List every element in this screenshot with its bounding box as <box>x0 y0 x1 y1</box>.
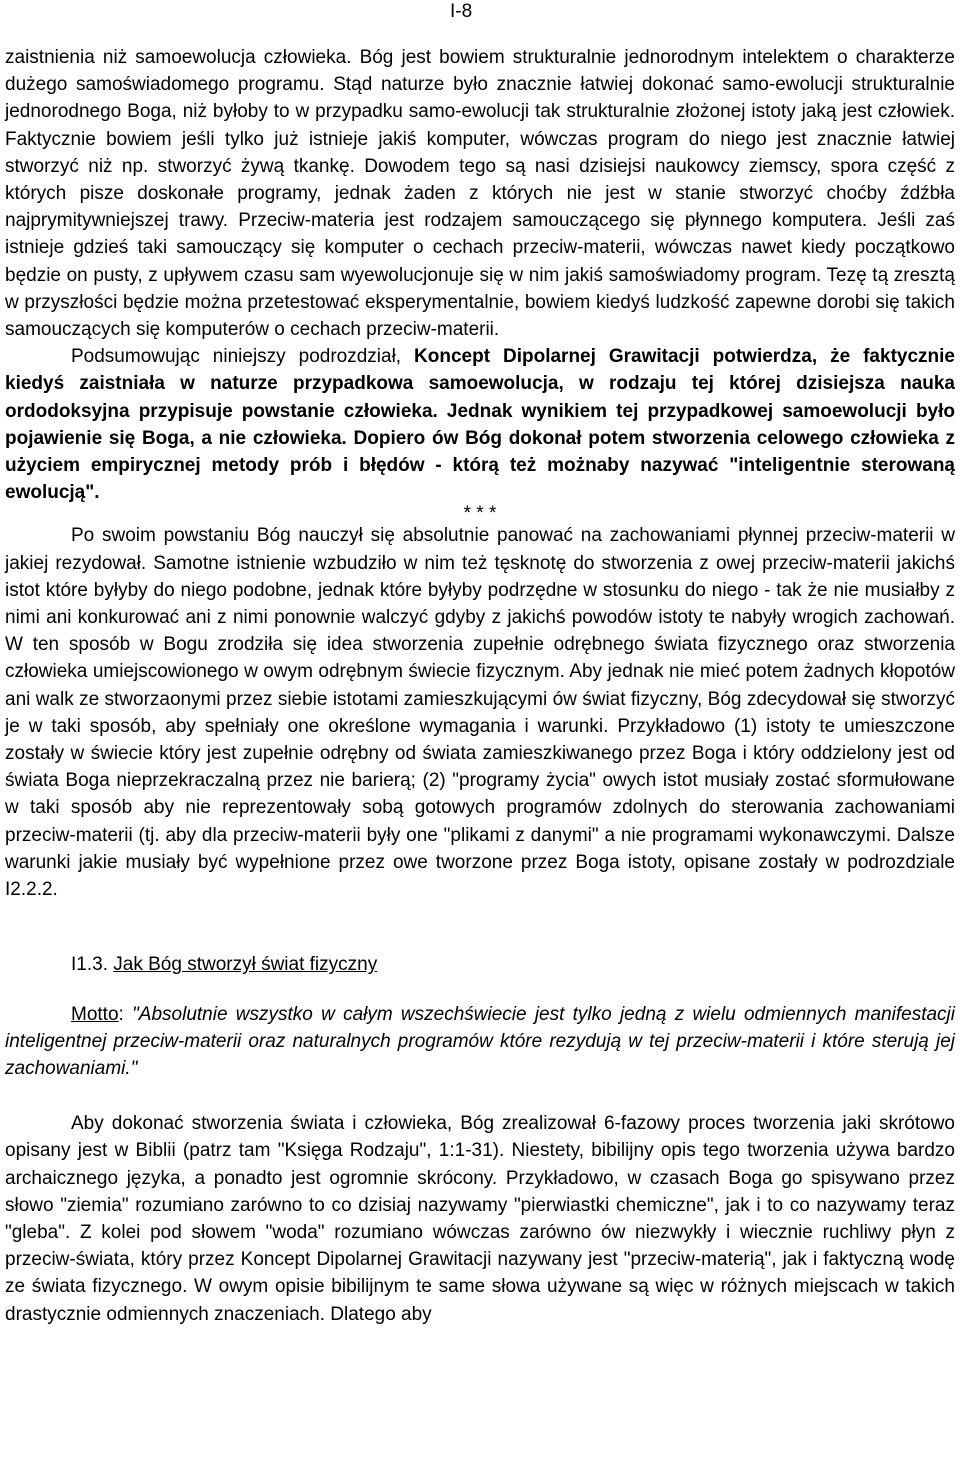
section-number: I1.3. <box>71 954 108 976</box>
motto-quote: "Absolutnie wszystko w całym wszechświecie jest tylko jedną z wielu odmiennych manifestacji inteligentnej przeciw-materii oraz naturalnych programów które rezydują w tej przeciw-materii i które sterują jej zachowaniami." <box>5 1003 955 1079</box>
summary-intro: Podsumowując niniejszy podrozdział, <box>71 346 415 368</box>
motto-paragraph <box>5 1001 955 1083</box>
summary-bold-statement: Koncept Dipolarnej Grawitacji potwierdza, że faktycznie kiedyś zaistniała w naturze przypadkowa samoewolucja, w rodzaju tej której dzisiejsza nauka ordodoksyjna przypisuje powstanie człowieka. Jednak wynikiem tej przypadkowej samoewolucji było pojawienie się Boga, a nie człowieka. Dopiero ów Bóg dokonał potem stworzenia celowego człowieka z użyciem empirycznej metody prób i błędów - którą też możnaby nazywać "inteligentnie sterowaną ewolucją". <box>5 346 955 504</box>
page-number: I-8 <box>450 1 473 22</box>
document-body <box>5 44 955 1328</box>
paragraph-after-creation: Po swoim powstaniu Bóg nauczył się absolutnie panować na zachowaniami płynnej przeciw-materii w jakiej rezydował. Samotne istnienie wzbudziło w nim też tęsknotę do stworzenia z owej przeciw-materii jakichś istot które byłyby do niego podobne, jednak które byłyby podrzędne w stosunku do niego - tak że nie musiałby z nimi ani konkurować ani z nimi ponownie walczyć gdyby z jakichś powodów istoty te nabyły wrogich zachowań. W ten sposób w Bogu zrodziła się idea stworzenia zupełnie odrębnego świata fizycznego oraz stworzenia człowieka umiejscowionego w owym odrębnym świecie fizycznym. Aby jednak nie mieć potem żadnych kłopotów ani walk ze stworzaonymi przez siebie istotami zamieszkującymi ów świat fizyczny, Bóg zdecydował się stworzyć je w taki sposób, aby spełniały one określone wymagania i warunki. Przykładowo (1) istoty te umieszczone zostały w świecie który jest zupełnie odrębny od świata zamieszkiwanego przez Boga i który oddzielony jest od świata Boga nieprzekraczalną przez nie barierą; (2) "programy życia" owych istot musiały zostać sformułowane w taki sposób aby nie reprezentowały sobą gotowych programów zdolnych do sterowania zachowaniami przeciw-materii (tj. aby dla przeciw-materii były one "plikami z danymi" a nie programami wykonawczymi. Dalsze warunki jakie musiały być wypełnione przez owe tworzone przez Boga istoty, opisane zostały w podrozdziale I2.2.2. <box>5 525 955 901</box>
section-heading <box>5 951 955 978</box>
paragraph-summary <box>5 343 955 506</box>
paragraph-creation-process: Aby dokonać stworzenia świata i człowieka, Bóg zrealizował 6-fazowy proces tworzenia jaki skrótowo opisany jest w Biblii (patrz tam "Księga Rodzaju", 1:1-31). Niestety, bibilijny opis tego tworzenia używa bardzo archaicznego języka, a ponadto jest ogromnie skrócony. Przykładowo, w czasach Boga go spisywano przez słowo "ziemia" rozumiano zarówno to co dzisiaj nazywamy "pierwiastki chemiczne", jak i to co nazywamy teraz "gleba". Z kolei pod słowem "woda" rozumiano wówczas zarówno ów niezwykły i wiecznie ruchliwy płyn z przeciw-świata, który przez Koncept Dipolarnej Grawitacji nazywany jest "przeciw-materią", jak i faktyczną wodę ze świata fizycznego. W owym opisie bibilijnym te same słowa używane są więc w różnych miejscach w takich drastycznie odmiennych znaczeniach. Dlatego aby <box>5 1113 955 1325</box>
paragraph-continuation: zaistnienia niż samoewolucja człowieka. Bóg jest bowiem strukturalnie jednorodnym intelektem o charakterze dużego samoświadomego programu. Stąd naturze było znacznie łatwiej dokonać samo-ewolucji strukturalnie jednorodnego Boga, niż byłoby to w przypadku samo-ewolucji tak strukturalnie złożonej istoty jaką jest człowiek. Faktycznie bowiem jeśli tylko już istnieje jakiś komputer, wówczas program do niego jest znacznie łatwiej stworzyć niż np. stworzyć żywą tkankę. Dowodem tego są nasi dzisiejsi naukowcy ziemscy, spora część z których pisze doskonałe programy, jednak żaden z których nie jest w stanie stworzyć choćby źdźbła najprymitywniejszej trawy. Przeciw-materia jest rodzajem samouczącego się płynnego komputera. Jeśli zaś istnieje gdzieś taki samouczący się komputer o cechach przeciw-materii, wówczas nawet kiedy początkowo będzie on pusty, z upływem czasu sam wyewolucjonuje się w nim jakiś samoświadomy program. Tezę tą zresztą w przyszłości będzie można przetestować eksperymentalnie, bowiem kiedyś ludzkość zapewne dorobi się takich samouczących się komputerów o cechach przeciw-materii. <box>5 47 955 341</box>
section-title: Jak Bóg stworzył świat fizyczny <box>113 954 378 976</box>
motto-colon: : <box>118 1003 124 1025</box>
section-separator: * * * <box>463 503 497 525</box>
motto-label: Motto <box>71 1003 119 1025</box>
